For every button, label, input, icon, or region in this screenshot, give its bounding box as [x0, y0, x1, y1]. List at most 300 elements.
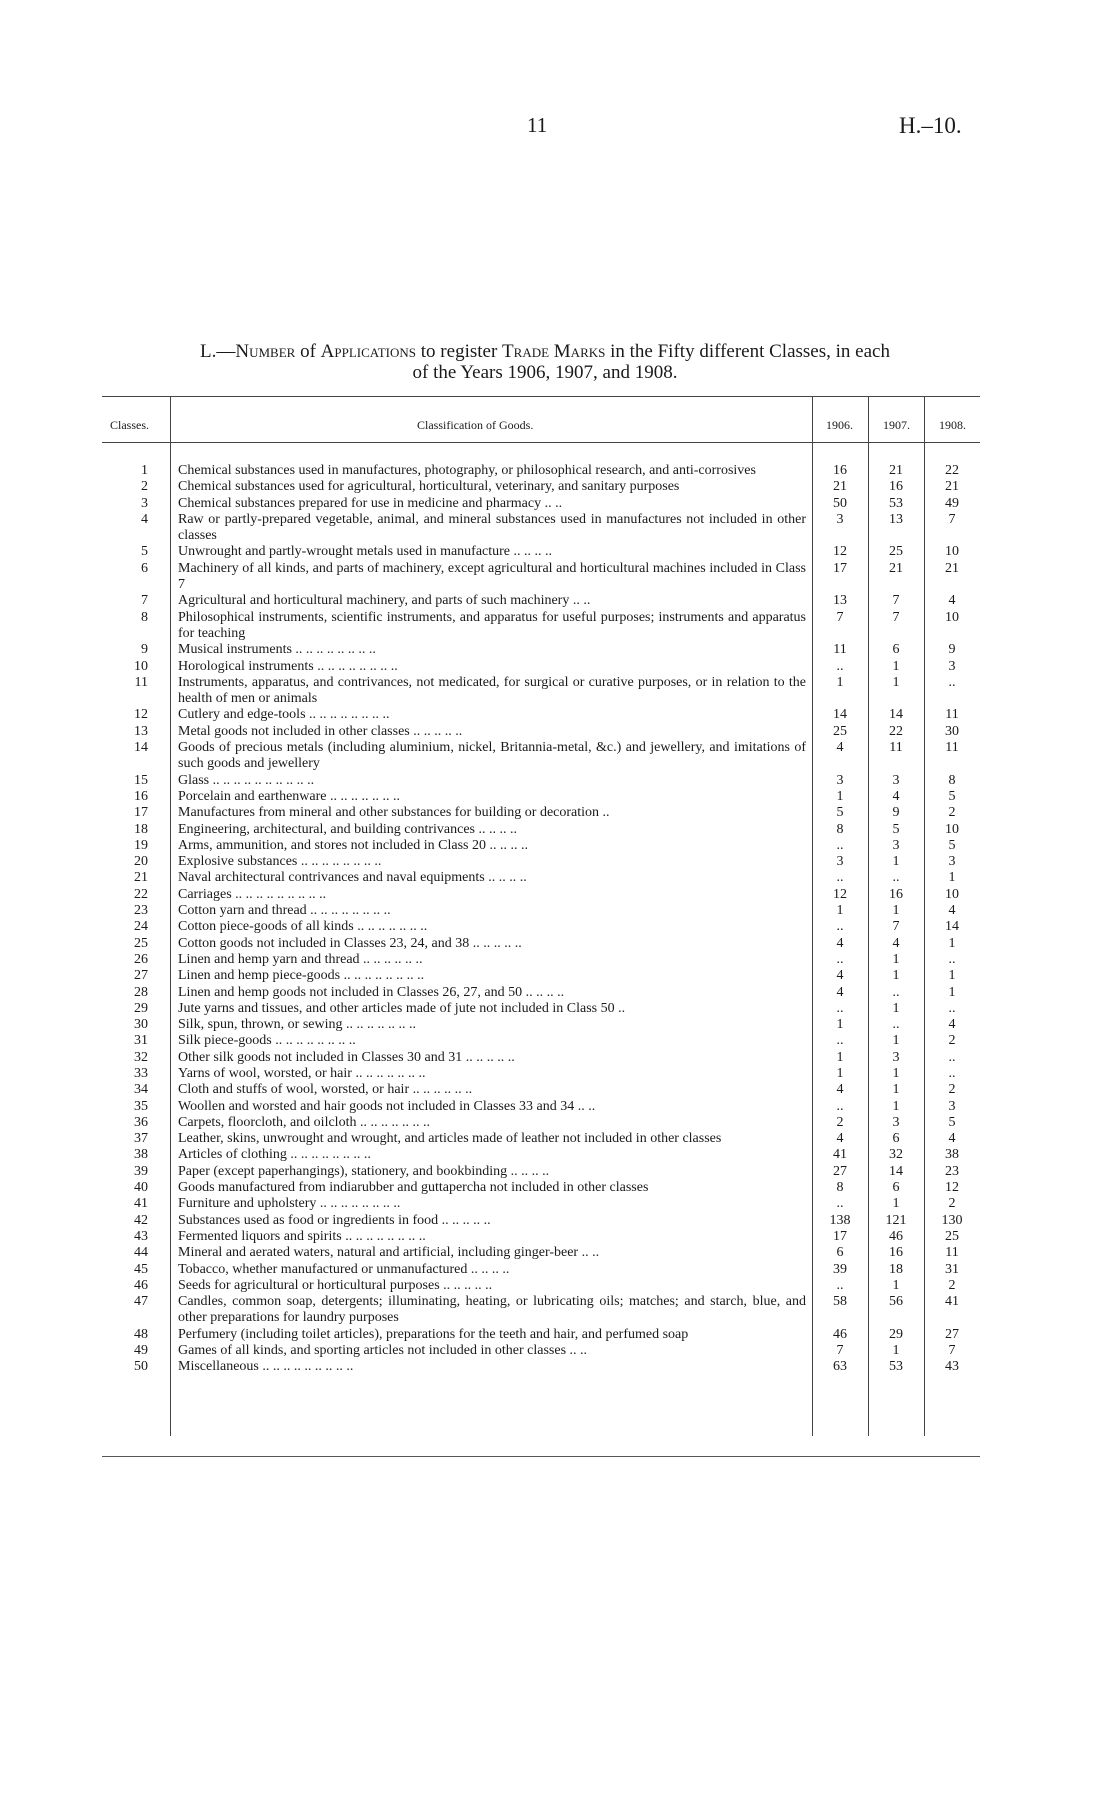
count-1907: ..	[892, 870, 900, 886]
class-number: 15	[134, 772, 148, 788]
title-part3: Trade Marks	[502, 341, 606, 362]
count-1906: 4	[836, 1131, 844, 1147]
goods-description: Agricultural and horticultural machinery, and parts of such machinery .. ..	[178, 593, 591, 609]
table-title-line2: of the Years 1906, 1907, and 1908.	[412, 362, 678, 383]
goods-description: Leather, skins, unwrought and wrought, and articles made of leather not included in other classes	[178, 1131, 722, 1147]
count-1906: 27	[833, 1163, 847, 1179]
count-1906: ..	[836, 658, 844, 674]
goods-description: Substances used as food or ingredients in food .. .. .. .. ..	[178, 1212, 491, 1228]
document-reference: H.–10.	[899, 113, 962, 138]
table-body	[102, 463, 980, 1376]
count-1907: 21	[889, 560, 903, 576]
title-prefix: L.—	[200, 341, 236, 362]
class-number: 33	[134, 1065, 148, 1081]
class-number: 42	[134, 1212, 148, 1228]
count-1906: 8	[836, 1180, 844, 1196]
goods-description: Explosive substances .. .. .. .. .. .. .. ..	[178, 854, 382, 870]
count-1906: 13	[833, 593, 847, 609]
count-1907: 14	[889, 707, 903, 723]
count-1906: 1	[836, 674, 844, 690]
count-1908: 5	[948, 1114, 956, 1130]
count-1906: 63	[833, 1359, 847, 1375]
table-row	[102, 968, 980, 984]
goods-description: Horological instruments .. .. .. .. .. .. .. ..	[178, 658, 398, 674]
goods-description: Other silk goods not included in Classes 30 and 31 .. .. .. .. ..	[178, 1049, 515, 1065]
class-number: 28	[134, 984, 148, 1000]
count-1907: 3	[892, 1114, 900, 1130]
count-1908: 4	[948, 903, 956, 919]
count-1906: 1	[836, 1049, 844, 1065]
goods-description: Jute yarns and tissues, and other articles made of jute not included in Class 50 ..	[178, 1000, 626, 1016]
class-number: 48	[134, 1326, 148, 1342]
table-title	[100, 341, 990, 383]
table-row	[102, 1229, 980, 1245]
count-1907: 1	[892, 1082, 900, 1098]
class-number: 25	[134, 935, 148, 951]
page-number: 11	[527, 113, 548, 137]
goods-description: Linen and hemp yarn and thread .. .. .. .. .. ..	[178, 951, 423, 967]
table-row	[102, 1343, 980, 1359]
count-1908: 2	[948, 1196, 956, 1212]
class-number: 39	[134, 1163, 148, 1179]
count-1906: 6	[836, 1245, 844, 1261]
count-1908: 3	[948, 1098, 956, 1114]
table-row	[102, 1213, 980, 1229]
count-1908: 43	[945, 1359, 959, 1375]
table-row	[102, 1180, 980, 1196]
count-1907: 14	[889, 1163, 903, 1179]
table-bottom-rule	[102, 1456, 980, 1457]
title-word2: to register	[416, 341, 503, 362]
count-1908: 21	[945, 479, 959, 495]
goods-description: Cotton goods not included in Classes 23, 24, and 38 .. .. .. .. ..	[178, 935, 522, 951]
count-1906: 138	[829, 1212, 851, 1228]
header-bottom-rule	[102, 442, 980, 443]
count-1906: 17	[833, 560, 847, 576]
count-1908: 27	[945, 1326, 959, 1342]
goods-description: Mineral and aerated waters, natural and artificial, including ginger-beer .. ..	[178, 1245, 600, 1261]
count-1908: 4	[948, 1017, 956, 1033]
goods-description: Paper (except paperhangings), stationery, and bookbinding .. .. .. ..	[178, 1163, 550, 1179]
count-1907: 1	[892, 854, 900, 870]
table-row	[102, 642, 980, 658]
class-number: 35	[134, 1098, 148, 1114]
class-number: 2	[141, 479, 148, 495]
table-row	[102, 1327, 980, 1343]
count-1906: 7	[836, 1343, 844, 1359]
table-row	[102, 985, 980, 1001]
count-1908: 22	[945, 463, 959, 478]
count-1907: 1	[892, 1277, 900, 1293]
class-number: 38	[134, 1147, 148, 1163]
table-row	[102, 1359, 980, 1375]
count-1907: 1	[892, 968, 900, 984]
table-row	[102, 854, 980, 870]
table-row	[102, 512, 980, 545]
count-1907: 16	[889, 479, 903, 495]
class-number: 22	[134, 886, 148, 902]
count-1908: 10	[945, 609, 959, 625]
table-row	[102, 1294, 980, 1327]
count-1907: 6	[892, 1180, 900, 1196]
count-1906: 21	[833, 479, 847, 495]
goods-description: Linen and hemp piece-goods .. .. .. .. .. .. .. ..	[178, 968, 425, 984]
count-1908: 1	[948, 935, 956, 951]
count-1908: 10	[945, 886, 959, 902]
count-1907: 13	[889, 511, 903, 527]
title-word1: of	[295, 341, 321, 362]
class-number: 16	[134, 788, 148, 804]
count-1908: 49	[945, 495, 959, 511]
goods-description: Yarns of wool, worsted, or hair .. .. .. .. .. .. ..	[178, 1065, 426, 1081]
count-1908: 4	[948, 1131, 956, 1147]
goods-description: Chemical substances used in manufactures, photography, or philosophical research, and anti-corrosives	[178, 463, 756, 478]
goods-description: Articles of clothing .. .. .. .. .. .. .. ..	[178, 1147, 371, 1163]
count-1908: ..	[948, 1049, 956, 1065]
count-1908: ..	[948, 1000, 956, 1016]
goods-description: Games of all kinds, and sporting articles not included in other classes .. ..	[178, 1343, 588, 1359]
class-number: 11	[134, 674, 148, 690]
count-1908: 2	[948, 805, 956, 821]
table-row	[102, 1131, 980, 1147]
goods-description: Carpets, floorcloth, and oilcloth .. .. .. .. .. .. ..	[178, 1114, 430, 1130]
class-number: 40	[134, 1180, 148, 1196]
table-row	[102, 479, 980, 495]
table-row	[102, 936, 980, 952]
table-row	[102, 561, 980, 594]
table-row	[102, 1050, 980, 1066]
table-row	[102, 919, 980, 935]
header-1907: 1907.	[883, 418, 910, 432]
goods-description: Musical instruments .. .. .. .. .. .. .. ..	[178, 642, 376, 658]
table-row	[102, 1115, 980, 1131]
goods-description: Cutlery and edge-tools .. .. .. .. .. .. .. ..	[178, 707, 390, 723]
count-1907: 1	[892, 674, 900, 690]
title-part2: Applications	[320, 341, 417, 362]
count-1907: 5	[892, 821, 900, 837]
count-1908: 4	[948, 593, 956, 609]
class-number: 8	[141, 609, 148, 625]
count-1907: 9	[892, 805, 900, 821]
class-number: 18	[134, 821, 148, 837]
class-number: 31	[134, 1033, 148, 1049]
class-number: 32	[134, 1049, 148, 1065]
count-1906: 58	[833, 1294, 847, 1310]
table-row	[102, 1001, 980, 1017]
count-1908: 130	[941, 1212, 963, 1228]
class-number: 45	[134, 1261, 148, 1277]
count-1906: ..	[836, 870, 844, 886]
goods-description: Unwrought and partly-wrought metals used in manufacture .. .. .. ..	[178, 544, 553, 560]
count-1908: 21	[945, 560, 959, 576]
count-1907: 1	[892, 1065, 900, 1081]
class-number: 49	[134, 1343, 148, 1359]
class-number: 37	[134, 1131, 148, 1147]
goods-description: Metal goods not included in other classes .. .. .. .. ..	[178, 723, 463, 739]
table-row	[102, 724, 980, 740]
count-1907: 1	[892, 903, 900, 919]
count-1906: 1	[836, 788, 844, 804]
goods-description: Engineering, architectural, and building contrivances .. .. .. ..	[178, 821, 518, 837]
count-1908: 1	[948, 984, 956, 1000]
header-classes: Classes.	[110, 418, 149, 432]
goods-description: Carriages .. .. .. .. .. .. .. .. ..	[178, 886, 327, 902]
table-row	[102, 773, 980, 789]
goods-description: Silk piece-goods .. .. .. .. .. .. .. ..	[178, 1033, 356, 1049]
class-number: 46	[134, 1277, 148, 1293]
table-row	[102, 1066, 980, 1082]
class-number: 47	[134, 1294, 148, 1310]
count-1908: 2	[948, 1033, 956, 1049]
table-top-rule	[102, 396, 980, 397]
count-1907: 6	[892, 642, 900, 658]
count-1907: 53	[889, 1359, 903, 1375]
count-1906: 3	[836, 854, 844, 870]
table-title-line1	[100, 341, 990, 362]
table-row	[102, 675, 980, 708]
goods-description: Cotton piece-goods of all kinds .. .. .. .. .. .. ..	[178, 919, 428, 935]
table-row	[102, 659, 980, 675]
count-1906: 7	[836, 609, 844, 625]
count-1907: ..	[892, 1017, 900, 1033]
goods-description: Philosophical instruments, scientific instruments, and apparatus for useful purposes; instruments and apparatus for teaching	[178, 609, 806, 641]
count-1907: 3	[892, 1049, 900, 1065]
class-number: 4	[141, 511, 148, 527]
count-1907: 1	[892, 1196, 900, 1212]
count-1907: 16	[889, 1245, 903, 1261]
class-number: 24	[134, 919, 148, 935]
count-1906: ..	[836, 919, 844, 935]
table-row	[102, 610, 980, 643]
table-row	[102, 952, 980, 968]
class-number: 41	[134, 1196, 148, 1212]
header-classification: Classification of Goods.	[417, 418, 534, 432]
count-1908: 2	[948, 1082, 956, 1098]
class-number: 19	[134, 837, 148, 853]
class-number: 14	[134, 740, 148, 756]
count-1906: 5	[836, 805, 844, 821]
table-row	[102, 740, 980, 773]
count-1907: 1	[892, 1033, 900, 1049]
count-1908: ..	[948, 1065, 956, 1081]
goods-description: Cotton yarn and thread .. .. .. .. .. .. .. ..	[178, 903, 391, 919]
count-1906: 41	[833, 1147, 847, 1163]
table-row	[102, 903, 980, 919]
class-number: 36	[134, 1114, 148, 1130]
class-number: 30	[134, 1017, 148, 1033]
count-1908: 7	[948, 511, 956, 527]
count-1906: 1	[836, 903, 844, 919]
count-1908: ..	[948, 951, 956, 967]
count-1907: 7	[892, 609, 900, 625]
count-1908: 10	[945, 544, 959, 560]
count-1907: 4	[892, 935, 900, 951]
table-row	[102, 1262, 980, 1278]
goods-description: Chemical substances prepared for use in medicine and pharmacy .. ..	[178, 495, 563, 511]
count-1908: 2	[948, 1277, 956, 1293]
count-1906: ..	[836, 1000, 844, 1016]
count-1907: 25	[889, 544, 903, 560]
count-1907: 1	[892, 1000, 900, 1016]
goods-description: Fermented liquors and spirits .. .. .. .. .. .. .. ..	[178, 1228, 426, 1244]
table-row	[102, 1147, 980, 1163]
count-1906: 12	[833, 886, 847, 902]
goods-description: Raw or partly-prepared vegetable, animal, and mineral substances used in manufactures not included in other classes	[178, 511, 806, 544]
count-1908: 8	[948, 772, 956, 788]
count-1906: 3	[836, 772, 844, 788]
count-1907: 56	[889, 1294, 903, 1310]
count-1908: 10	[945, 821, 959, 837]
table-row	[102, 822, 980, 838]
class-number: 26	[134, 951, 148, 967]
count-1907: 4	[892, 788, 900, 804]
count-1908: 1	[948, 968, 956, 984]
class-number: 13	[134, 723, 148, 739]
goods-description: Arms, ammunition, and stores not included in Class 20 .. .. .. ..	[178, 837, 528, 853]
count-1907: 22	[889, 723, 903, 739]
count-1907: 1	[892, 658, 900, 674]
count-1908: 25	[945, 1228, 959, 1244]
count-1906: 8	[836, 821, 844, 837]
table-row	[102, 463, 980, 479]
table-row	[102, 1082, 980, 1098]
goods-description: Porcelain and earthenware .. .. .. .. .. .. ..	[178, 788, 400, 804]
count-1907: 1	[892, 1098, 900, 1114]
header-1908: 1908.	[939, 418, 966, 432]
count-1906: ..	[836, 837, 844, 853]
table-row	[102, 1196, 980, 1212]
count-1906: 46	[833, 1326, 847, 1342]
count-1907: 1	[892, 1343, 900, 1359]
count-1908: 11	[945, 707, 959, 723]
count-1907: 53	[889, 495, 903, 511]
count-1908: 3	[948, 854, 956, 870]
count-1908: 5	[948, 788, 956, 804]
goods-description: Goods of precious metals (including aluminium, nickel, Britannia-metal, &c.) and jewellery, and imitations of such goods and jewellery	[178, 740, 806, 772]
class-number: 7	[141, 593, 148, 609]
goods-description: Silk, spun, thrown, or sewing .. .. .. .. .. .. ..	[178, 1017, 416, 1033]
table-row	[102, 1033, 980, 1049]
count-1906: ..	[836, 951, 844, 967]
table-row	[102, 1017, 980, 1033]
table-row	[102, 1278, 980, 1294]
count-1907: 46	[889, 1228, 903, 1244]
count-1906: ..	[836, 1196, 844, 1212]
count-1907: ..	[892, 984, 900, 1000]
count-1906: 14	[833, 707, 847, 723]
table-row	[102, 870, 980, 886]
class-number: 29	[134, 1000, 148, 1016]
goods-description: Seeds for agricultural or horticultural purposes .. .. .. .. ..	[178, 1277, 493, 1293]
class-number: 50	[134, 1359, 148, 1375]
count-1908: 1	[948, 870, 956, 886]
goods-description: Candles, common soap, detergents; illuminating, heating, or lubricating oils; matches; and starch, blue, and other preparations for laundry purposes	[178, 1294, 806, 1326]
title-part1: Number	[235, 341, 296, 362]
count-1907: 32	[889, 1147, 903, 1163]
goods-description: Goods manufactured from indiarubber and guttapercha not included in other classes	[178, 1180, 649, 1196]
class-number: 23	[134, 903, 148, 919]
count-1908: 7	[948, 1343, 956, 1359]
goods-description: Naval architectural contrivances and naval equipments .. .. .. ..	[178, 870, 527, 886]
table-row	[102, 838, 980, 854]
count-1906: 4	[836, 935, 844, 951]
count-1908: 9	[948, 642, 956, 658]
goods-description: Woollen and worsted and hair goods not included in Classes 33 and 34 .. ..	[178, 1098, 596, 1114]
count-1907: 16	[889, 886, 903, 902]
class-number: 10	[134, 658, 148, 674]
class-number: 44	[134, 1245, 148, 1261]
count-1908: 3	[948, 658, 956, 674]
count-1908: 23	[945, 1163, 959, 1179]
header-1906: 1906.	[826, 418, 853, 432]
table-row	[102, 887, 980, 903]
table-row	[102, 593, 980, 609]
count-1906: 4	[836, 984, 844, 1000]
count-1906: 3	[836, 511, 844, 527]
count-1908: ..	[948, 674, 956, 690]
count-1908: 11	[945, 1245, 959, 1261]
class-number: 6	[141, 560, 148, 576]
count-1906: 25	[833, 723, 847, 739]
count-1906: 39	[833, 1261, 847, 1277]
table-row	[102, 544, 980, 560]
count-1908: 30	[945, 723, 959, 739]
count-1906: ..	[836, 1098, 844, 1114]
count-1907: 3	[892, 772, 900, 788]
goods-description: Perfumery (including toilet articles), preparations for the teeth and hair, and perfumed soap	[178, 1326, 689, 1342]
count-1906: ..	[836, 1033, 844, 1049]
count-1906: 1	[836, 1065, 844, 1081]
goods-description: Instruments, apparatus, and contrivances, not medicated, for surgical or curative purposes, or in relation to the health of men or animals	[178, 674, 806, 707]
count-1906: 1	[836, 1017, 844, 1033]
goods-description: Machinery of all kinds, and parts of machinery, except agricultural and horticultural machines included in Class 7	[178, 560, 806, 593]
count-1908: 41	[945, 1294, 959, 1310]
count-1907: 7	[892, 919, 900, 935]
goods-description: Cloth and stuffs of wool, worsted, or hair .. .. .. .. .. ..	[178, 1082, 473, 1098]
count-1906: 4	[836, 968, 844, 984]
table-row	[102, 496, 980, 512]
class-number: 9	[141, 642, 148, 658]
count-1907: 1	[892, 951, 900, 967]
table-row	[102, 707, 980, 723]
title-word3: in the Fifty different Classes, in each	[605, 341, 890, 362]
count-1906: 12	[833, 544, 847, 560]
count-1908: 12	[945, 1180, 959, 1196]
table-row	[102, 805, 980, 821]
goods-description: Miscellaneous .. .. .. .. .. .. .. .. ..	[178, 1359, 354, 1375]
count-1908: 31	[945, 1261, 959, 1277]
count-1906: 4	[836, 740, 844, 756]
count-1906: 50	[833, 495, 847, 511]
count-1906: 17	[833, 1228, 847, 1244]
count-1908: 38	[945, 1147, 959, 1163]
goods-description: Tobacco, whether manufactured or unmanufactured .. .. .. ..	[178, 1261, 510, 1277]
class-number: 17	[134, 805, 148, 821]
table-row	[102, 1099, 980, 1115]
count-1908: 5	[948, 837, 956, 853]
count-1907: 7	[892, 593, 900, 609]
count-1907: 11	[889, 740, 903, 756]
count-1906: 2	[836, 1114, 844, 1130]
count-1907: 121	[885, 1212, 907, 1228]
table-row	[102, 1245, 980, 1261]
count-1908: 11	[945, 740, 959, 756]
count-1906: ..	[836, 1277, 844, 1293]
count-1907: 3	[892, 837, 900, 853]
count-1907: 29	[889, 1326, 903, 1342]
class-number: 21	[134, 870, 148, 886]
class-number: 27	[134, 968, 148, 984]
